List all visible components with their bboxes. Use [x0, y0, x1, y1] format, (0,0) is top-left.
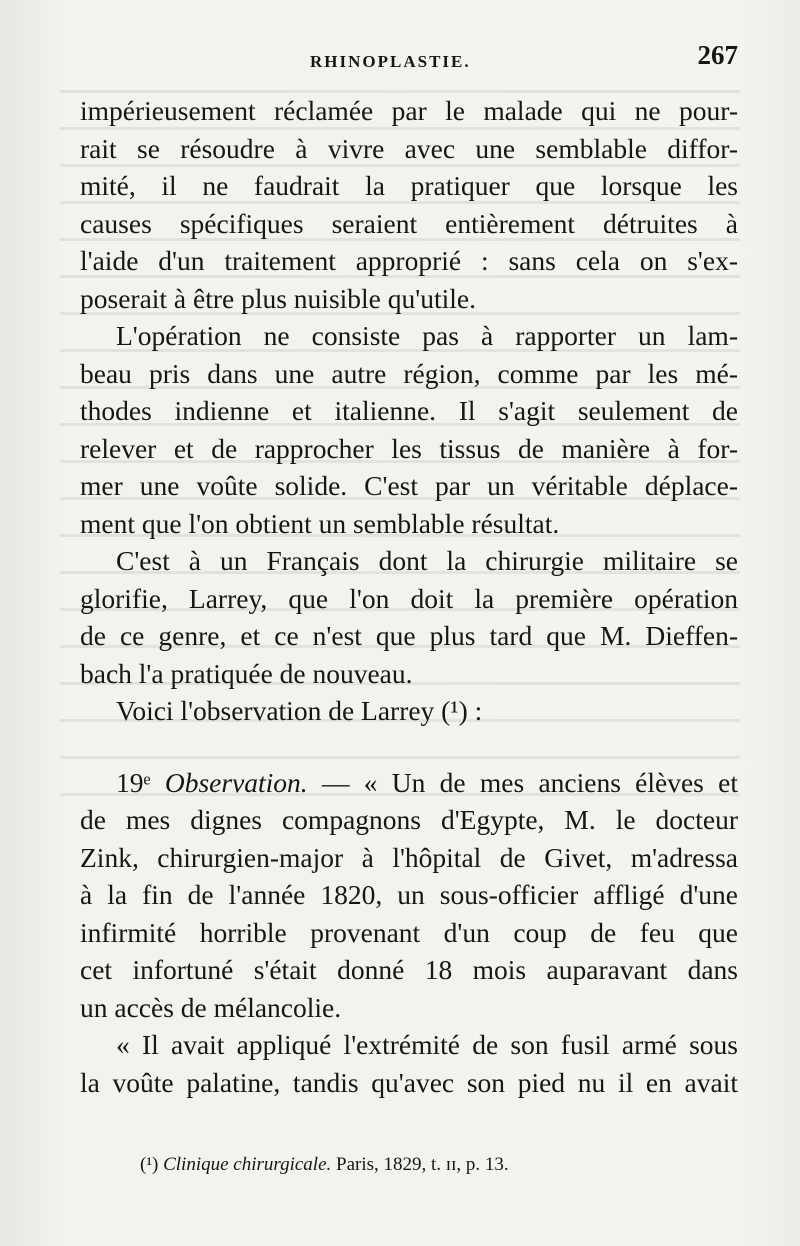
- body-text: [80, 92, 738, 1101]
- text-line: causes spécifiques seraient entièrement détruites à: [80, 207, 738, 239]
- text-line: « Il avait appliqué l'extrémité de son fusil armé sous: [116, 1029, 738, 1060]
- text-line: mité, il ne faudrait la pratiquer que lorsque les: [80, 170, 738, 201]
- text-line: ment que l'on obtient un semblable résultat.: [80, 507, 560, 539]
- text-line: à la fin de l'année 1820, un sous-officier affligé d'une: [80, 879, 738, 910]
- text-line: Voici l'observation de Larrey (¹) :: [116, 695, 483, 726]
- running-head: RHINOPLASTIE.: [310, 52, 471, 71]
- text-line: beau pris dans une autre région, comme par les mé-: [80, 357, 738, 389]
- footnote: [140, 1152, 740, 1178]
- text-line: thodes indienne et italienne. Il s'agit seulement de: [80, 395, 738, 426]
- text-line: C'est à un Français dont la chirurgie militaire se: [116, 545, 738, 576]
- text-line: la voûte palatine, tandis qu'avec son pied nu il en avait: [80, 1066, 738, 1098]
- text-line: L'opération ne consiste pas à rapporter un lam-: [116, 320, 738, 351]
- text-line: infirmité horrible provenant d'un coup de feu que: [80, 916, 738, 948]
- observation-number: 19ᵉ: [116, 766, 151, 798]
- page-header: [80, 40, 738, 80]
- observation-first-line-rest: — « Un de mes anciens élèves et: [321, 766, 739, 798]
- text-line: glorifie, Larrey, que l'on doit la première opération: [80, 582, 738, 614]
- footnote-reference: Paris, 1829, t. ɪɪ, p. 13.: [336, 1154, 509, 1175]
- text-line: de mes dignes compagnons d'Egypte, M. le docteur: [80, 804, 738, 835]
- paragraph-1: [80, 92, 738, 317]
- text-line: de ce genre, et ce n'est que plus tard que M. Dieffen-: [80, 620, 738, 651]
- text-line: mer une voûte solide. C'est par un véritable déplace-: [80, 470, 738, 501]
- paragraph-2: [80, 317, 738, 542]
- text-line: poserait à être plus nuisible qu'utile.: [80, 282, 476, 314]
- text-line: l'aide d'un traitement approprié : sans cela on s'ex-: [80, 245, 738, 276]
- text-line: rait se résoudre à vivre avec une semblable diffor-: [80, 132, 738, 164]
- page-number: 267: [697, 40, 738, 70]
- text-line: cet infortuné s'était donné 18 mois auparavant dans: [80, 954, 738, 985]
- text-line: impérieusement réclamée par le malade qui ne pour-: [80, 95, 738, 126]
- text-line: relever et de rapprocher les tissus de manière à for-: [80, 432, 738, 464]
- footnote-title: Clinique chirurgicale.: [163, 1154, 332, 1175]
- text-line: Zink, chirurgien-major à l'hôpital de Givet, m'adressa: [80, 841, 738, 873]
- footnote-marker: (¹): [140, 1154, 159, 1175]
- observation-first-line: [80, 764, 738, 802]
- observation-paragraph: [80, 764, 738, 1027]
- paragraph-4: [80, 692, 738, 730]
- paragraph-3: [80, 542, 738, 692]
- paragraph-6: [80, 1026, 738, 1101]
- section-gap: [80, 730, 738, 764]
- observation-label: Observation.: [164, 766, 308, 798]
- text-line: un accès de mélancolie.: [80, 991, 342, 1023]
- text-line: bach l'a pratiquée de nouveau.: [80, 657, 413, 689]
